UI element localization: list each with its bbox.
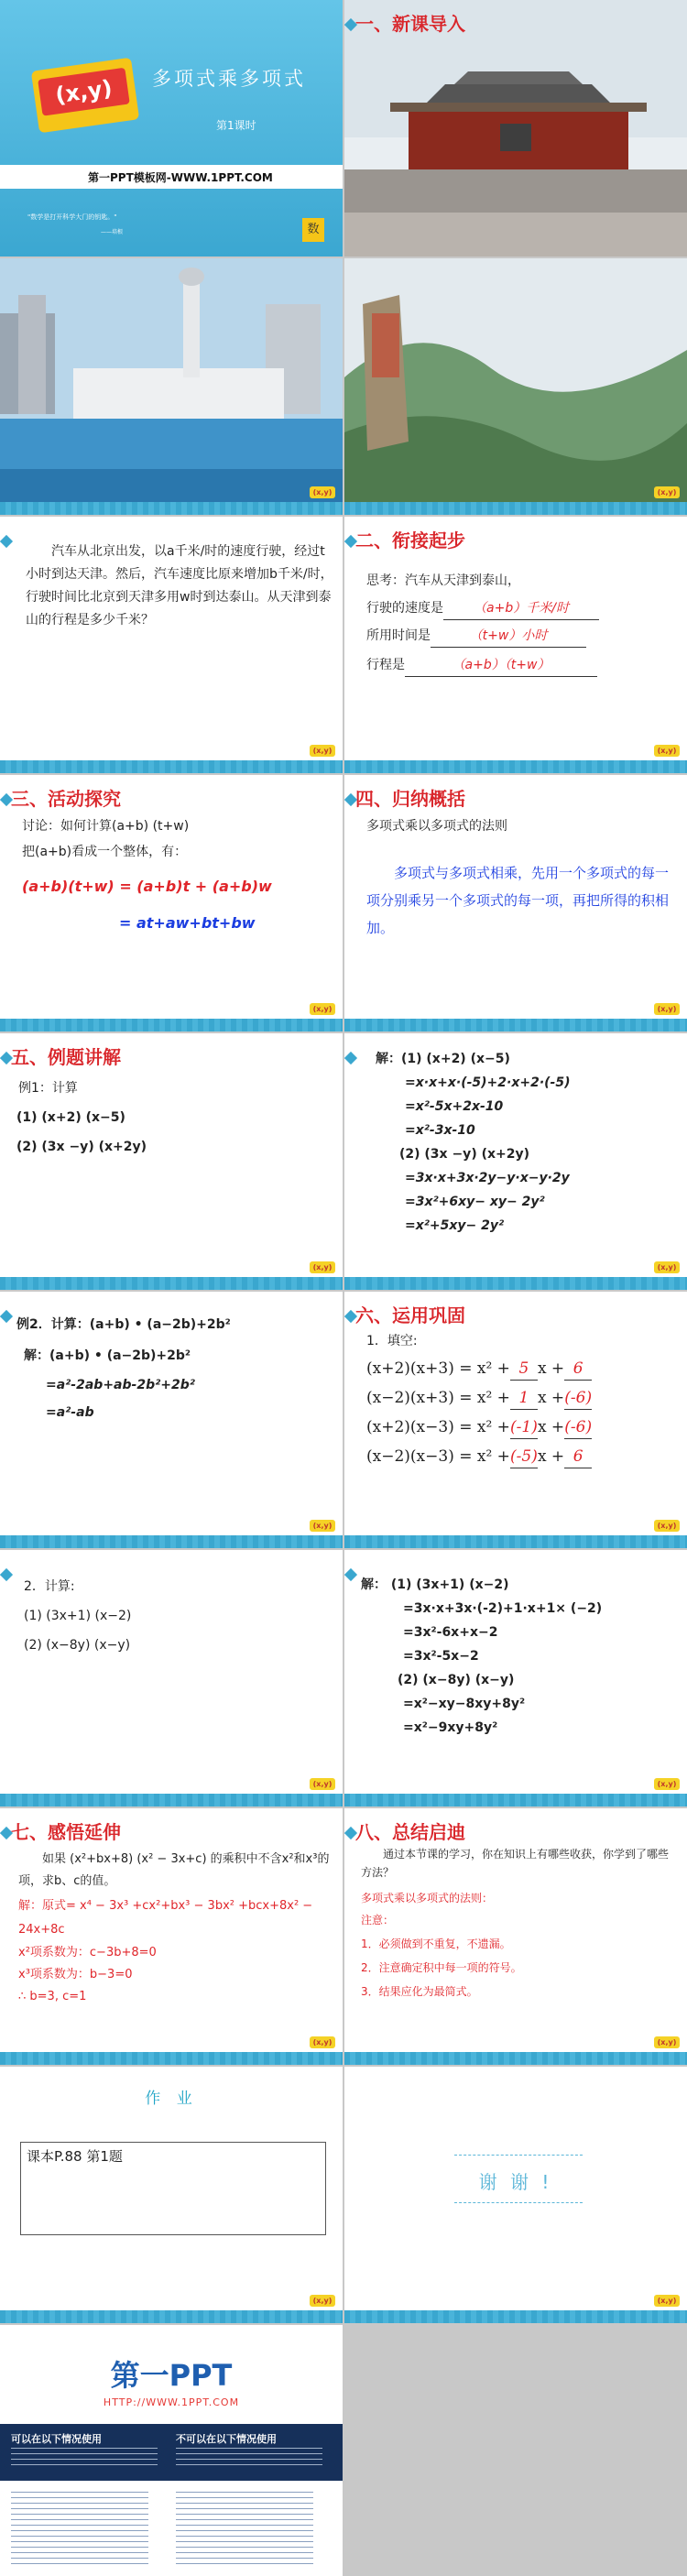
- footer-url: HTTP://WWW.1PPT.COM: [103, 2396, 240, 2408]
- slide-summary: [344, 1808, 687, 2065]
- fill-row-0: (x+2)(x+3) = x² + 5 x + 6: [366, 1358, 592, 1381]
- slide-badge: (x,y): [654, 1003, 680, 1015]
- sol1-line-2: =x²-5x+2x-10: [405, 1099, 504, 1114]
- sol2-line-1: =3x·x+3x·(-2)+1·x+1× (−2): [403, 1601, 603, 1616]
- heading-intro: 一、新课导入: [355, 13, 465, 35]
- slide-thanks: [344, 2067, 687, 2323]
- cover-slide: [0, 0, 343, 257]
- homework-box: [20, 2142, 326, 2235]
- ext-x3: x³项系数为：b−3=0: [18, 1968, 133, 1981]
- sol1-line-1: =x·x+x·(-5)+2·x+2·(-5): [405, 1075, 571, 1090]
- badge-text: (x,y): [38, 68, 130, 116]
- seal: 数: [302, 218, 324, 242]
- slide-badge: (x,y): [310, 2036, 335, 2048]
- time-line: [366, 625, 586, 648]
- slide-badge: (x,y): [310, 2295, 335, 2307]
- ext-problem: 如果 (x²+bx+8) (x² − 3x+c) 的乘积中不含x²和x³的项，求b、c的值。: [18, 1852, 330, 1888]
- heading-summary: 八、总结启迪: [355, 1821, 465, 1843]
- slide-exercise2-solution: [344, 1550, 687, 1806]
- fill-answer: 6: [564, 1446, 592, 1468]
- slide-badge: (x,y): [310, 1003, 335, 1015]
- sum-note: 注意：: [361, 1914, 395, 1927]
- slide-explore: [0, 775, 343, 1031]
- sum-rule: 多项式乘以多项式的法则：: [361, 1892, 494, 1905]
- slide-taishan: [344, 258, 687, 515]
- slide-homework: [0, 2067, 343, 2323]
- ext-x2: x²项系数为：c−3b+8=0: [18, 1946, 157, 1959]
- sol1-line-5: =3x·x+3x·2y−y·x−y·2y: [405, 1171, 570, 1185]
- slide-badge: (x,y): [654, 1778, 680, 1790]
- footer-logo: 第一PPT: [110, 2358, 233, 2393]
- slide-badge: (x,y): [654, 745, 680, 757]
- ext-answer: ∴ b=3, c=1: [18, 1990, 87, 2003]
- rule-text: 多项式与多项式相乘，先用一个多项式的每一项分别乘另一个多项式的每一项，再把所得的积相加。: [366, 865, 670, 936]
- slide-badge: (x,y): [310, 1520, 335, 1532]
- slide-connect: [344, 517, 687, 773]
- think-line: 思考：汽车从天津到泰山，: [366, 573, 520, 588]
- slide-badge: (x,y): [310, 745, 335, 757]
- heading-generalize: 四、归纳概括: [355, 788, 465, 810]
- heading-extension: 七、感悟延伸: [11, 1821, 121, 1843]
- cover-quote: "数学是打开科学大门的钥匙。": [27, 213, 117, 221]
- slide-intro: [344, 0, 687, 257]
- time-answer: （t+w）小时: [431, 625, 586, 648]
- ex2-line-0: 例2．计算：(a+b) • (a−2b)+2b²: [16, 1317, 231, 1332]
- fill-answer: (-1): [510, 1416, 538, 1439]
- ex2-line-3: =a²-ab: [46, 1405, 94, 1420]
- fill-label: 1．填空:: [366, 1334, 418, 1348]
- slide-badge: (x,y): [310, 1261, 335, 1273]
- slide-example1: [0, 1033, 343, 1290]
- slide-badge: (x,y): [310, 486, 335, 498]
- slide-problem: [0, 517, 343, 773]
- sum-intro: 通过本节课的学习，你在知识上有哪些收获，你学到了哪些方法？: [361, 1848, 670, 1879]
- slide-practice: [344, 1292, 687, 1548]
- ex2-line-2: =a²-2ab+ab-2b²+2b²: [46, 1378, 195, 1392]
- speed-answer: （a+b）千米/时: [443, 597, 599, 620]
- homework-title: 作 业: [145, 2090, 198, 2108]
- fill-answer: (-6): [564, 1387, 592, 1410]
- sol2-line-2: =3x²-6x+x−2: [403, 1625, 498, 1640]
- example1-q2: (2) (3x −y) (x+2y): [16, 1140, 147, 1154]
- sol1-line-7: =x²+5xy− 2y²: [405, 1218, 505, 1233]
- sol1-line-3: =x²-3x-10: [405, 1123, 475, 1138]
- whole-line: 把(a+b)看成一个整体，有：: [22, 845, 188, 859]
- slide-tianjin: [0, 258, 343, 515]
- fill-row-3: (x−2)(x−3) = x² +(-5)x + 6: [366, 1446, 592, 1468]
- ex-line-2: (2) (x−8y) (x−y): [24, 1638, 131, 1653]
- slide-exercise2: [0, 1550, 343, 1806]
- heading-connect: 二、衔接起步: [355, 529, 465, 551]
- result-line: = at+aw+bt+bw: [119, 914, 256, 932]
- slide-badge: (x,y): [654, 2036, 680, 2048]
- fill-answer: 1: [510, 1387, 538, 1410]
- mount-tai-photo: [344, 258, 687, 515]
- tiananmen-photo: [344, 0, 687, 257]
- slide-summary-rule: [344, 775, 687, 1031]
- footer-ad: [0, 2325, 343, 2576]
- fill-row-1: (x−2)(x+3) = x² + 1 x +(-6): [366, 1387, 592, 1410]
- slide-example2: [0, 1292, 343, 1548]
- ex2-line-1: 解：(a+b) • (a−2b)+2b²: [24, 1348, 191, 1363]
- tianjin-station-photo: [0, 258, 343, 515]
- fill-answer: 6: [564, 1358, 592, 1381]
- slide-badge: (x,y): [654, 1520, 680, 1532]
- sol2-line-6: =x²−9xy+8y²: [403, 1720, 498, 1735]
- footer-can: 可以在以下情况使用: [11, 2433, 102, 2445]
- slide-example1-solution: [344, 1033, 687, 1290]
- fill-answer: 5: [510, 1358, 538, 1381]
- rule-title: 多项式乘以多项式的法则: [366, 819, 507, 834]
- thanks-text: 谢 谢 !: [478, 2171, 553, 2193]
- example1-label: 例1：计算: [18, 1081, 78, 1096]
- sol2-line-3: =3x²-5x−2: [403, 1649, 479, 1664]
- sum-note-1: 1．必须做到不重复，不遗漏。: [361, 1937, 511, 1950]
- speed-line: [366, 597, 599, 620]
- cover-subtitle: 第1课时: [216, 119, 256, 132]
- sol2-line-0: 解： (1) (3x+1) (x−2): [361, 1577, 509, 1592]
- heading-practice: 六、运用巩固: [355, 1304, 465, 1326]
- heading-explore: 三、活动探究: [11, 788, 121, 810]
- problem-text: 汽车从北京出发，以a千米/时的速度行驶，经过t小时到达天津。然后，汽车速度比原来增加b千米/时，行驶时间比北京到天津多用w时到达泰山。从天津到泰山的行程是多少千米？: [26, 544, 333, 628]
- fill-answer: (-6): [564, 1416, 592, 1439]
- speed-label: 行驶的速度是: [366, 601, 443, 616]
- sol1-line-0: 解：(1) (x+2) (x−5): [376, 1052, 510, 1066]
- cover-quote-author: ——培根: [101, 229, 124, 235]
- discuss-line: 讨论：如何计算(a+b) (t+w): [22, 819, 190, 834]
- sum-note-3: 3．结果应化为最简式。: [361, 1985, 478, 1998]
- cover-site: 第一PPT模板网-WWW.1PPT.COM: [88, 171, 273, 184]
- ex-line-0: 2．计算:: [24, 1579, 75, 1594]
- slide-badge: (x,y): [310, 1778, 335, 1790]
- homework-text: 课本P.88 第1题: [27, 2148, 123, 2165]
- sol1-line-6: =3x²+6xy− xy− 2y²: [405, 1195, 545, 1209]
- fill-row-2: (x+2)(x−3) = x² +(-1)x +(-6): [366, 1416, 592, 1439]
- sol2-line-4: (2) (x−8y) (x−y): [398, 1673, 515, 1687]
- expand-line: (a+b)(t+w) = (a+b)t + (a+b)w: [22, 878, 272, 895]
- sum-note-2: 2．注意确定积中每一项的符号。: [361, 1961, 522, 1974]
- fill-answer: (-5): [510, 1446, 538, 1468]
- footer-cannot: 不可以在以下情况使用: [176, 2433, 277, 2445]
- cover-title: 多项式乘多项式: [152, 68, 306, 90]
- sol1-line-4: (2) (3x −y) (x+2y): [399, 1147, 530, 1162]
- sol2-line-5: =x²−xy−8xy+8y²: [403, 1697, 526, 1711]
- time-label: 所用时间是: [366, 628, 431, 643]
- ex-line-1: (1) (3x+1) (x−2): [24, 1609, 132, 1623]
- distance-answer: （a+b）（t+w）: [405, 654, 597, 677]
- slide-badge: (x,y): [654, 1261, 680, 1273]
- slide-badge: (x,y): [654, 2295, 680, 2307]
- heading-example: 五、例题讲解: [11, 1046, 121, 1068]
- ext-solution: 解：原式= x⁴ − 3x³ +cx²+bx³ − 3bx² +bcx+8x² − 24x+8c: [18, 1899, 313, 1937]
- example1-q1: (1) (x+2) (x−5): [16, 1110, 125, 1125]
- distance-line: [366, 654, 597, 677]
- slide-badge: (x,y): [654, 486, 680, 498]
- distance-label: 行程是: [366, 658, 405, 672]
- slide-extension: [0, 1808, 343, 2065]
